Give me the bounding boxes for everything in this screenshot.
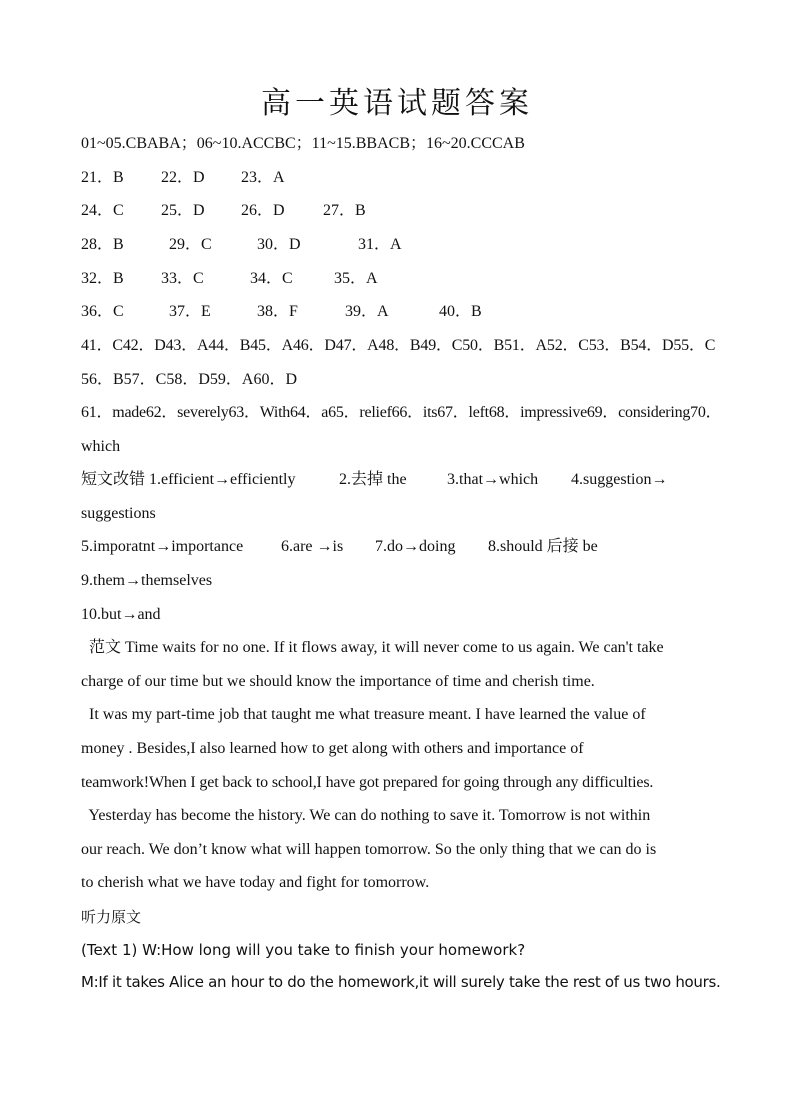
essay-line-8: to cherish what we have today and fight for tomorrow. bbox=[81, 874, 430, 891]
answer-24: 24．C bbox=[81, 202, 124, 219]
answers-24-27 bbox=[81, 201, 366, 221]
listening-text1-question: (Text 1) W:How long will you take to finish your homework? bbox=[81, 941, 526, 959]
correction-item-5: 5.imporatnt→importance bbox=[81, 538, 244, 555]
correction-item-9: 9.them→themselves bbox=[81, 572, 213, 589]
essay-line-4: money . Besides,I also learned how to get along with others and importance of bbox=[81, 740, 584, 757]
answer-29: 29．C bbox=[169, 236, 212, 253]
answer-22: 22．D bbox=[161, 169, 205, 186]
answer-40: 40．B bbox=[439, 303, 482, 320]
answer-31: 31．A bbox=[358, 236, 402, 253]
answer-38: 38．F bbox=[257, 303, 298, 320]
correction-item-10: 10.but→and bbox=[81, 606, 161, 623]
answer-25: 25．D bbox=[161, 202, 205, 219]
correction-line-1 bbox=[81, 470, 667, 490]
answer-28: 28．B bbox=[81, 236, 124, 253]
answers-28-31 bbox=[81, 235, 402, 255]
answers-70-continued: which bbox=[81, 438, 121, 455]
correction-line-3 bbox=[81, 537, 598, 557]
answer-27: 27．B bbox=[323, 202, 366, 219]
correction-line-2: suggestions bbox=[81, 505, 156, 522]
answer-30: 30．D bbox=[257, 236, 301, 253]
answer-33: 33．C bbox=[161, 270, 204, 287]
correction-label: 短文改错 bbox=[81, 471, 146, 488]
answer-32: 32．B bbox=[81, 270, 124, 287]
essay-line-5: teamwork!When I get back to school,I have got prepared for going through any difficulties. bbox=[81, 774, 654, 791]
answers-1-20: 01~05.CBABA；06~10.ACCBC；11~15.BBACB；16~20.CCCAB bbox=[81, 135, 525, 152]
correction-item-4: 4.suggestion→ bbox=[571, 471, 668, 488]
page-title: 高一英语试题答案 bbox=[261, 86, 533, 121]
answer-21: 21．B bbox=[81, 169, 124, 186]
correction-item-2: 2.去掉 the bbox=[339, 471, 407, 488]
essay-line-1: 范文 Time waits for no one. If it flows away, it will never come to us again. We can't take bbox=[81, 639, 664, 656]
essay-line-7: our reach. We don’t know what will happen tomorrow. So the only thing that we can do is bbox=[81, 841, 657, 858]
correction-item-7: 7.do→doing bbox=[375, 538, 456, 555]
answer-37: 37．E bbox=[169, 303, 211, 320]
correction-item-6: 6.are →is bbox=[281, 538, 344, 555]
correction-item-8: 8.should 后接 be bbox=[488, 538, 598, 555]
answers-56-60: 56．B57．C58．D59．A60．D bbox=[81, 371, 298, 388]
listening-text1-answer: M:If it takes Alice an hour to do the homework,it will surely take the rest of us two hours. bbox=[81, 973, 721, 991]
essay-line-6: Yesterday has become the history. We can do nothing to save it. Tomorrow is not within bbox=[81, 807, 651, 824]
answer-36: 36．C bbox=[81, 303, 124, 320]
answer-34: 34．C bbox=[250, 270, 293, 287]
answer-35: 35．A bbox=[334, 270, 378, 287]
answers-41-55: 41．C42．D43．A44．B45．A46．D47．A48．B49．C50．B51．A52．C53．B54．D55．C bbox=[81, 337, 716, 354]
answer-39: 39．A bbox=[345, 303, 389, 320]
correction-item-3: 3.that→which bbox=[447, 471, 539, 488]
answers-61-70: 61．made62．severely63．With64．a65．relief66．its67．left68．impressive69．considering70． bbox=[81, 404, 722, 421]
answer-23: 23．A bbox=[241, 169, 285, 186]
answers-36-40 bbox=[81, 302, 482, 322]
essay-line-3: It was my part-time job that taught me what treasure meant. I have learned the value of bbox=[81, 706, 646, 723]
listening-heading: 听力原文 bbox=[81, 908, 142, 926]
essay-line-2: charge of our time but we should know the importance of time and cherish time. bbox=[81, 673, 595, 690]
answer-26: 26．D bbox=[241, 202, 285, 219]
answers-32-35 bbox=[81, 269, 378, 289]
answers-21-23 bbox=[81, 168, 285, 188]
correction-item-1: 1.efficient→efficiently bbox=[149, 471, 296, 488]
